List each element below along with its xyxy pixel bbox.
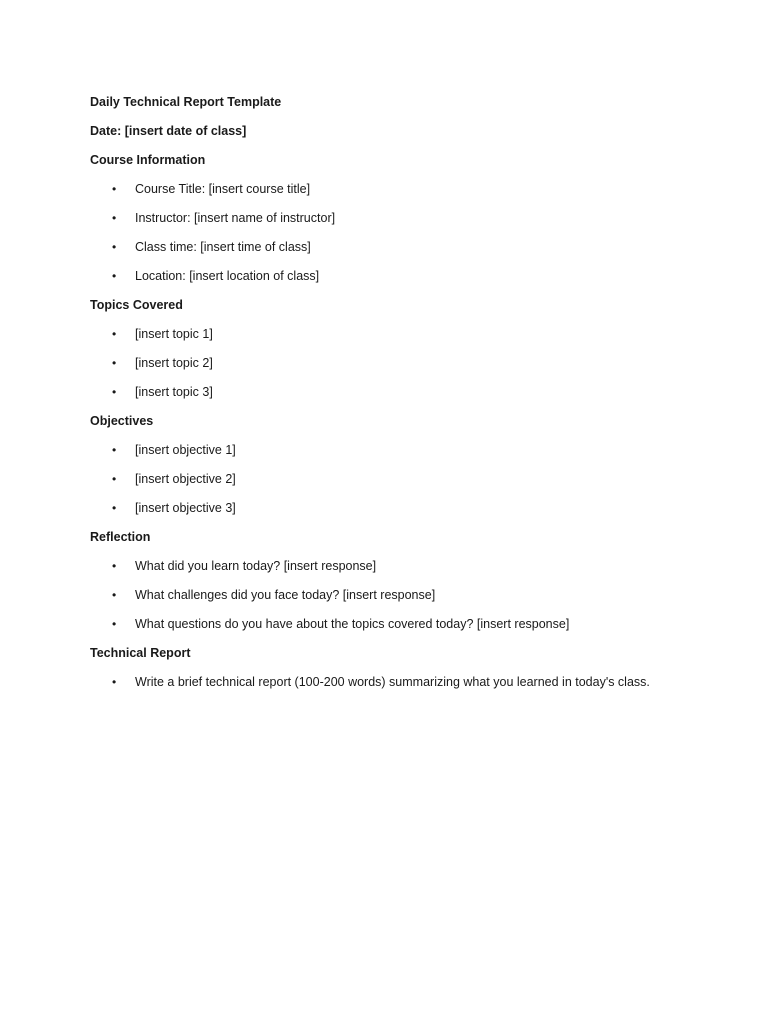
bullet-icon: •: [112, 443, 117, 457]
list-item-text: [insert objective 2]: [135, 472, 236, 486]
list-item: [90, 237, 730, 266]
list-item-text: [insert topic 3]: [135, 385, 213, 399]
section-heading: Objectives: [90, 414, 154, 428]
date-line: Date: [insert date of class]: [90, 124, 247, 138]
bullet-icon: •: [112, 675, 117, 689]
list-item-text: What challenges did you face today? [insert response]: [135, 588, 436, 602]
section-heading: Course Information: [90, 153, 206, 167]
list-item-text: Write a brief technical report (100-200 words) summarizing what you learned in today's class.: [135, 675, 650, 689]
bullet-list: [90, 556, 730, 643]
section-heading: Technical Report: [90, 646, 191, 660]
bullet-icon: •: [112, 211, 117, 225]
list-item-text: [insert topic 1]: [135, 327, 213, 341]
section-technical-report: [90, 643, 730, 701]
document-title: Daily Technical Report Template: [90, 95, 282, 109]
section-reflection: [90, 527, 730, 643]
list-item: [90, 469, 730, 498]
section-topics-covered: [90, 295, 730, 411]
list-item-text: [insert objective 1]: [135, 443, 236, 457]
bullet-icon: •: [112, 240, 117, 254]
section-heading: Reflection: [90, 530, 151, 544]
list-item-text: What did you learn today? [insert response]: [135, 559, 377, 573]
bullet-icon: •: [112, 327, 117, 341]
list-item: [90, 208, 730, 237]
list-item-text: Instructor: [insert name of instructor]: [135, 211, 336, 225]
bullet-icon: •: [112, 182, 117, 196]
bullet-icon: •: [112, 617, 117, 631]
section-course-information: [90, 150, 730, 295]
list-item: [90, 382, 730, 411]
section-heading: Topics Covered: [90, 298, 183, 312]
list-item: [90, 179, 730, 208]
bullet-icon: •: [112, 385, 117, 399]
section-objectives: [90, 411, 730, 527]
bullet-icon: •: [112, 472, 117, 486]
list-item: [90, 266, 730, 295]
list-item-text: Location: [insert location of class]: [135, 269, 320, 283]
list-item: [90, 353, 730, 382]
document-page: [90, 92, 730, 701]
list-item-text: What questions do you have about the topics covered today? [insert response]: [135, 617, 570, 631]
list-item: [90, 440, 730, 469]
list-item: [90, 585, 730, 614]
list-item-text: [insert topic 2]: [135, 356, 213, 370]
list-item-text: Course Title: [insert course title]: [135, 182, 311, 196]
bullet-icon: •: [112, 588, 117, 602]
bullet-icon: •: [112, 559, 117, 573]
bullet-list: [90, 324, 730, 411]
bullet-list: [90, 672, 730, 701]
list-item-text: [insert objective 3]: [135, 501, 236, 515]
bullet-icon: •: [112, 269, 117, 283]
list-item: [90, 556, 730, 585]
bullet-icon: •: [112, 501, 117, 515]
list-item: [90, 672, 730, 701]
list-item: [90, 614, 730, 643]
list-item-text: Class time: [insert time of class]: [135, 240, 311, 254]
list-item: [90, 498, 730, 527]
bullet-icon: •: [112, 356, 117, 370]
bullet-list: [90, 179, 730, 295]
bullet-list: [90, 440, 730, 527]
list-item: [90, 324, 730, 353]
